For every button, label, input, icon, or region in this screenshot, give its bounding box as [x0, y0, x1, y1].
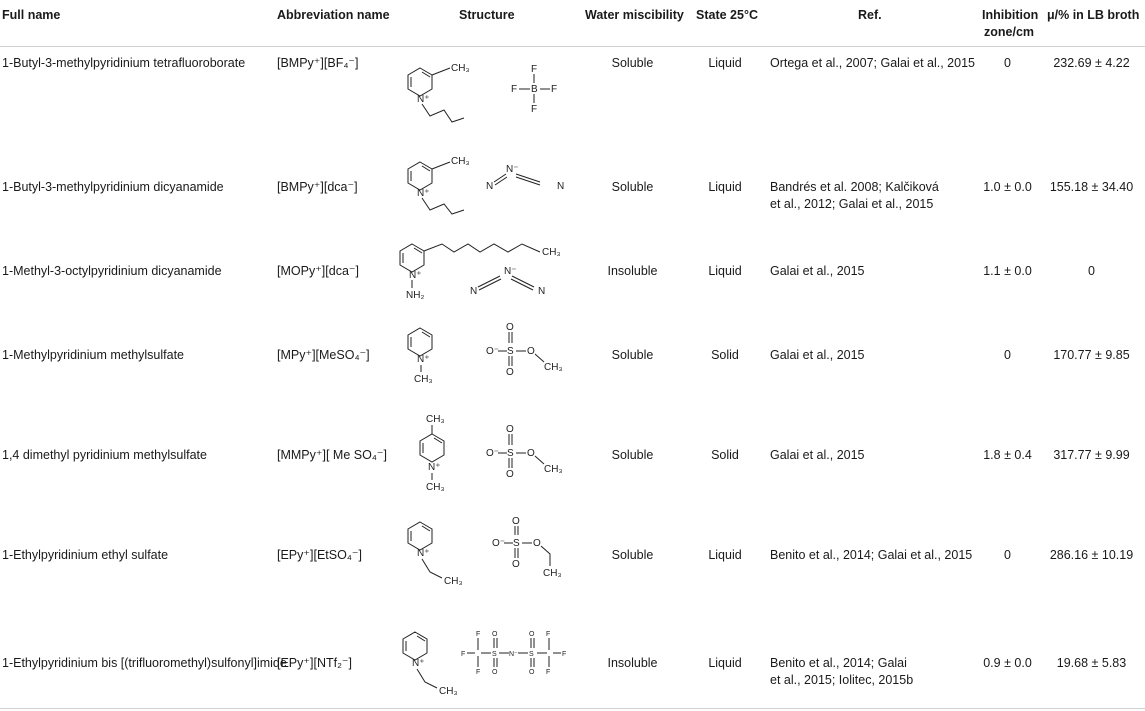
state-cell: Solid [711, 448, 739, 462]
fluorine-label: F [531, 64, 538, 75]
nitrogen-anion-label: N⁻ [504, 266, 517, 277]
oxygen-label: O [492, 669, 498, 676]
boron-label: B [531, 84, 538, 95]
header-inhibition-unit: zone/cm [984, 25, 1035, 39]
inhibition-cell: 0 [1004, 548, 1011, 562]
methyl-label: CH₃ [439, 686, 458, 697]
sulfur-label: S [507, 346, 514, 357]
water-cell: Insoluble [607, 656, 658, 670]
oxygen-label: O [512, 516, 520, 527]
methyl-label: CH₃ [444, 576, 463, 587]
oxygen-label: O [527, 448, 535, 459]
mmpy-meso4-structure [400, 410, 580, 496]
sulfur-label: S [507, 448, 514, 459]
inhibition-cell: 1.8 ± 0.4 [983, 448, 1032, 462]
oxygen-label: O [533, 538, 541, 549]
mu-cell: 317.77 ± 9.99 [1053, 448, 1130, 462]
oxygen-label: O [506, 367, 514, 378]
header-abbreviation: Abbreviation name [277, 8, 390, 22]
header-structure: Structure [459, 8, 515, 22]
oxygen-label: O [512, 559, 520, 570]
nitrogen-label: N⁺ [417, 188, 430, 199]
mu-cell: 19.68 ± 5.83 [1056, 656, 1127, 670]
ref-cell: Bandrés et al. 2008; Kalčiková [770, 180, 939, 194]
sulfur-label: S [513, 538, 520, 549]
abbreviation-cell: [MMPy⁺][ Me SO₄⁻] [277, 448, 387, 462]
nitrogen-label: N [486, 181, 494, 192]
state-cell: Liquid [708, 56, 742, 70]
abbreviation-cell: [BMPy⁺][BF₄⁻] [277, 56, 359, 70]
methyl-label: CH₃ [426, 482, 445, 493]
oxygen-anion-label: O⁻ [492, 538, 506, 549]
full-name-cell: 1-Methyl-3-octylpyridinium dicyanamide [2, 264, 222, 278]
ref-cell-line2: et al., 2015; Iolitec, 2015b [770, 673, 914, 687]
state-cell: Liquid [708, 264, 742, 278]
state-cell: Liquid [708, 548, 742, 562]
state-cell: Solid [711, 348, 739, 362]
sulfur-label: S [529, 651, 534, 658]
epy-ntf2-structure [395, 622, 585, 702]
mpy-meso4-structure [400, 318, 580, 390]
full-name-cell: 1,4 dimethyl pyridinium methylsulfate [2, 448, 207, 462]
epy-etso4-structure [400, 512, 580, 592]
water-cell: Soluble [611, 448, 654, 462]
abbreviation-cell: [EPy⁺][NTf₂⁻] [277, 656, 352, 670]
abbreviation-cell: [BMPy⁺][dca⁻] [277, 180, 358, 194]
header-state: State 25°C [696, 8, 758, 22]
full-name-cell: 1-Ethylpyridinium ethyl sulfate [2, 548, 169, 562]
table-header [0, 0, 1145, 47]
mu-cell: 232.69 ± 4.22 [1053, 56, 1130, 70]
fluorine-label: F [546, 669, 551, 676]
abbreviation-cell: [EPy⁺][EtSO₄⁻] [277, 548, 362, 562]
oxygen-label: O [529, 669, 535, 676]
nitrogen-label: N [470, 286, 478, 297]
methyl-label: CH₃ [542, 247, 561, 258]
header-ref: Ref. [858, 8, 882, 22]
bottom-rule [0, 708, 1145, 709]
mopy-dca-structure [392, 232, 582, 304]
nitrogen-label: N [557, 181, 565, 192]
oxygen-label: O [492, 631, 498, 638]
methyl-label: CH₃ [414, 374, 433, 385]
full-name-cell: 1-Ethylpyridinium bis [(trifluoromethyl)sulfonyl]imide [2, 656, 287, 670]
ref-cell: Ortega et al., 2007; Galai et al., 2015 [770, 56, 975, 70]
bmpy-dca-structure [400, 152, 580, 222]
mu-cell: 155.18 ± 34.40 [1049, 180, 1134, 194]
fluorine-label: F [551, 84, 558, 95]
ref-cell: Galai et al., 2015 [770, 264, 865, 278]
header-water-miscibility: Water miscibility [585, 8, 684, 22]
inhibition-cell: 1.1 ± 0.0 [983, 264, 1032, 278]
sulfur-label: S [492, 651, 497, 658]
full-name-cell: 1-Methylpyridinium methylsulfate [2, 348, 185, 362]
methyl-label: CH₃ [544, 464, 563, 475]
nitrogen-label: N⁺ [428, 462, 441, 473]
header-inhibition: Inhibition [982, 8, 1039, 22]
ref-cell-line2: et al., 2012; Galai et al., 2015 [770, 197, 934, 211]
bmpy-bf4-structure [400, 58, 580, 128]
nitrogen-label: N [538, 286, 546, 297]
water-cell: Soluble [611, 56, 654, 70]
inhibition-cell: 0 [1004, 348, 1011, 362]
fluorine-label: F [476, 631, 481, 638]
oxygen-label: O [506, 322, 514, 333]
methyl-label: CH₃ [426, 414, 445, 425]
methyl-label: CH₃ [451, 156, 470, 167]
amino-label: NH₂ [406, 290, 425, 301]
ref-cell: Galai et al., 2015 [770, 448, 865, 462]
water-cell: Insoluble [607, 264, 658, 278]
water-cell: Soluble [611, 348, 654, 362]
water-cell: Soluble [611, 548, 654, 562]
nitrogen-anion-label: N⁻ [506, 164, 519, 175]
abbreviation-cell: [MPy⁺][MeSO₄⁻] [277, 348, 370, 362]
fluorine-label: F [562, 651, 567, 658]
inhibition-cell: 0 [1004, 56, 1011, 70]
oxygen-label: O [506, 424, 514, 435]
state-cell: Liquid [708, 180, 742, 194]
methyl-label: CH₃ [544, 362, 563, 373]
state-cell: Liquid [708, 656, 742, 670]
oxygen-anion-label: O⁻ [486, 448, 500, 459]
nitrogen-label: N⁺ [417, 94, 430, 105]
nitrogen-label: N⁺ [417, 354, 430, 365]
oxygen-anion-label: O⁻ [486, 346, 500, 357]
mu-cell: 170.77 ± 9.85 [1053, 348, 1130, 362]
fluorine-label: F [546, 631, 551, 638]
oxygen-label: O [506, 469, 514, 480]
full-name-cell: 1-Butyl-3-methylpyridinium tetrafluoroborate [2, 56, 246, 70]
nitrogen-anion-label: N⁻ [509, 651, 518, 658]
fluorine-label: F [531, 104, 538, 115]
mu-cell: 0 [1088, 264, 1095, 278]
ref-cell: Galai et al., 2015 [770, 348, 865, 362]
ref-cell: Benito et al., 2014; Galai [770, 656, 907, 670]
inhibition-cell: 0.9 ± 0.0 [983, 656, 1032, 670]
oxygen-label: O [529, 631, 535, 638]
abbreviation-cell: [MOPy⁺][dca⁻] [277, 264, 359, 278]
inhibition-cell: 1.0 ± 0.0 [983, 180, 1032, 194]
nitrogen-label: N⁺ [417, 548, 430, 559]
oxygen-label: O [527, 346, 535, 357]
methyl-label: CH₃ [543, 568, 562, 579]
header-full-name: Full name [2, 8, 61, 22]
fluorine-label: F [461, 651, 466, 658]
header-mu: μ/% in LB broth [1047, 8, 1140, 22]
nitrogen-label: N⁺ [409, 270, 422, 281]
mu-cell: 286.16 ± 10.19 [1049, 548, 1134, 562]
ref-cell: Benito et al., 2014; Galai et al., 2015 [770, 548, 973, 562]
fluorine-label: F [511, 84, 518, 95]
full-name-cell: 1-Butyl-3-methylpyridinium dicyanamide [2, 180, 224, 194]
fluorine-label: F [476, 669, 481, 676]
nitrogen-label: N⁺ [412, 658, 425, 669]
methyl-label: CH₃ [451, 63, 470, 74]
water-cell: Soluble [611, 180, 654, 194]
